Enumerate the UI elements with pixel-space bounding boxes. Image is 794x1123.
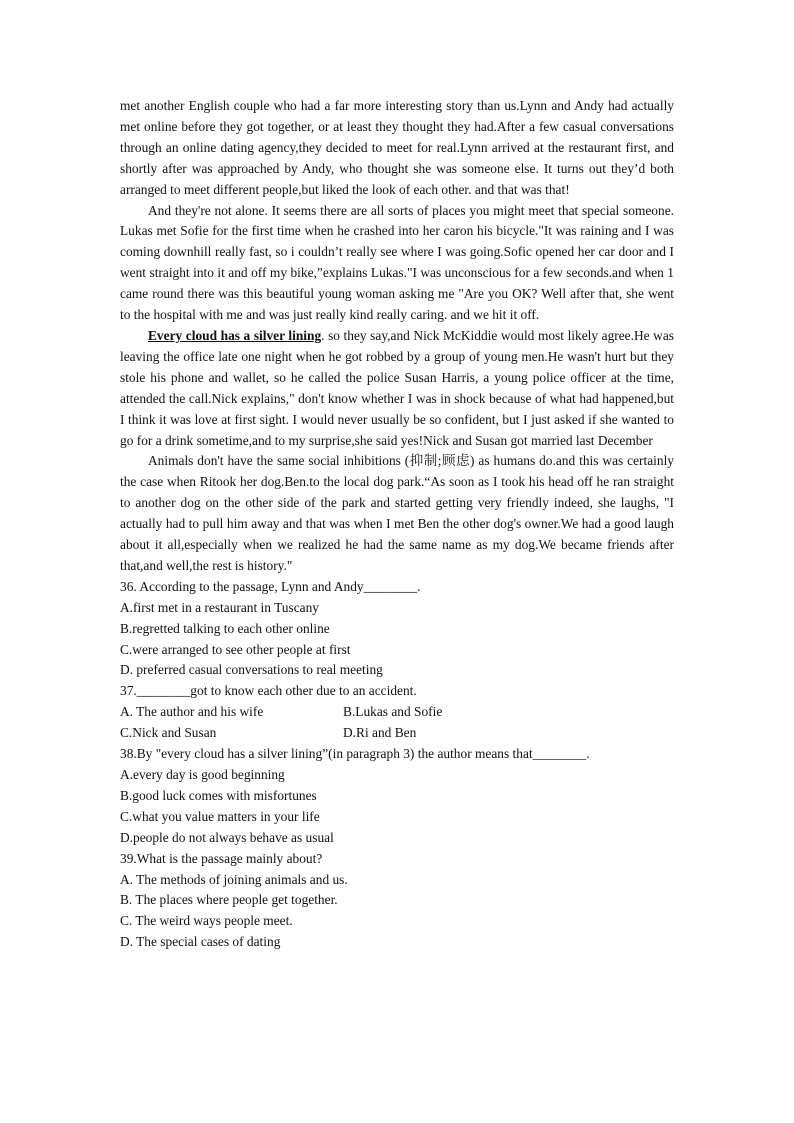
question-37 xyxy=(120,681,674,744)
question-37-option-d: D.Ri and Ben xyxy=(343,725,417,741)
passage-paragraph-3 xyxy=(120,326,674,451)
question-37-option-a: A. The author and his wife xyxy=(120,704,264,720)
question-36-option-a: A.first met in a restaurant in Tuscany xyxy=(120,599,319,615)
question-37-option-c: C.Nick and Susan xyxy=(120,725,217,741)
question-38-option-a: A.every day is good beginning xyxy=(120,767,285,782)
question-36-option-b: B.regretted talking to each other online xyxy=(120,620,330,636)
question-39-option-c: C. The weird ways people meet. xyxy=(120,913,293,929)
document-page xyxy=(120,96,674,953)
question-38-option-d: D.people do not always behave as usual xyxy=(120,829,334,845)
question-37-options-row-1 xyxy=(120,702,674,723)
question-37-option-b: B.Lukas and Sofie xyxy=(343,704,443,720)
question-36-option-d: D. preferred casual conversations to real meeting xyxy=(120,662,383,678)
passage-paragraph-1: met another English couple who had a far more interesting story than us.Lynn and Andy had actually met online before they got together, or at least they thought they had.After a few casual conversations through an online dating agency,they decided to meet for real.Lynn arrived at the restaurant first, and shortly after was approached by Andy, who thought she was someone else. It turns out they’d both arranged to meet different people,but liked the look of each other. and that was that! xyxy=(120,98,674,197)
question-38-option-c: C.what you value matters in your life xyxy=(120,808,320,824)
question-39-option-b: B. The places where people get together. xyxy=(120,892,338,908)
question-36-option-c: C.were arranged to see other people at first xyxy=(120,641,351,657)
question-39-option-d: D. The special cases of dating xyxy=(120,934,281,950)
question-38 xyxy=(120,744,674,849)
question-39 xyxy=(120,849,674,954)
passage-paragraph-3-text: . so they say,and Nick McKiddie would most likely agree.He was leaving the office late one night when he got robbed by a group of young men.He wasn't hurt but they stole his phone and wallet, so he called the police Susan Harris, a young police officer at the time, attended the call.Nick explains," don't know whether I was in shock because of what had happened,but I think it was love at first sight. I would never usually be so confident, but I just asked if she wanted to go for a drink sometime,and to my surprise,she said yes!Nick and Susan got married last December xyxy=(120,327,674,448)
question-39-option-a: A. The methods of joining animals and us. xyxy=(120,871,348,887)
passage-paragraph-2: And they're not alone. It seems there are all sorts of places you might meet that special someone. Lukas met Sofie for the first time when he crashed into her caron his bicycle."It was raining and I was coming downhill really fast, so i couldn’t really see where I was going.Sofic opened her car door and I went straight into it and off my bike,”explains Lukas."I was unconscious for a few seconds.and when 1 came round there was this beautiful young woman asking me "Are you OK? Well after that, she went to the hospital with me and was just really kind really caring. and we hit it off. xyxy=(120,202,674,323)
question-37-stem: 37.________got to know each other due to an accident. xyxy=(120,683,417,699)
question-38-option-b: B.good luck comes with misfortunes xyxy=(120,787,317,803)
question-36-stem: 36. According to the passage, Lynn and Andy________. xyxy=(120,578,421,594)
passage-paragraph-4: Animals don't have the same social inhibitions (抑制;顾虑) as humans do.and this was certainly the case when Ritook her dog.Ben.to the local dog park.“As soon as I took his head off he ran straight to another dog on the other side of the park and started getting very friendly indeed, she laughs, "I actually had to pull him away and that was when I met Ben the other dog's owner.We had a good laugh about it all,especially when we realized he had the same name as my dog.We became friends after that,and well,the rest is history." xyxy=(120,453,674,573)
question-39-stem: 39.What is the passage mainly about? xyxy=(120,850,323,866)
question-36 xyxy=(120,577,674,682)
question-37-options-row-2 xyxy=(120,723,674,744)
silver-lining-phrase: Every cloud has a silver lining xyxy=(148,327,322,343)
question-38-stem: 38.By "every cloud has a silver lining”(in paragraph 3) the author means that________. xyxy=(120,746,590,762)
